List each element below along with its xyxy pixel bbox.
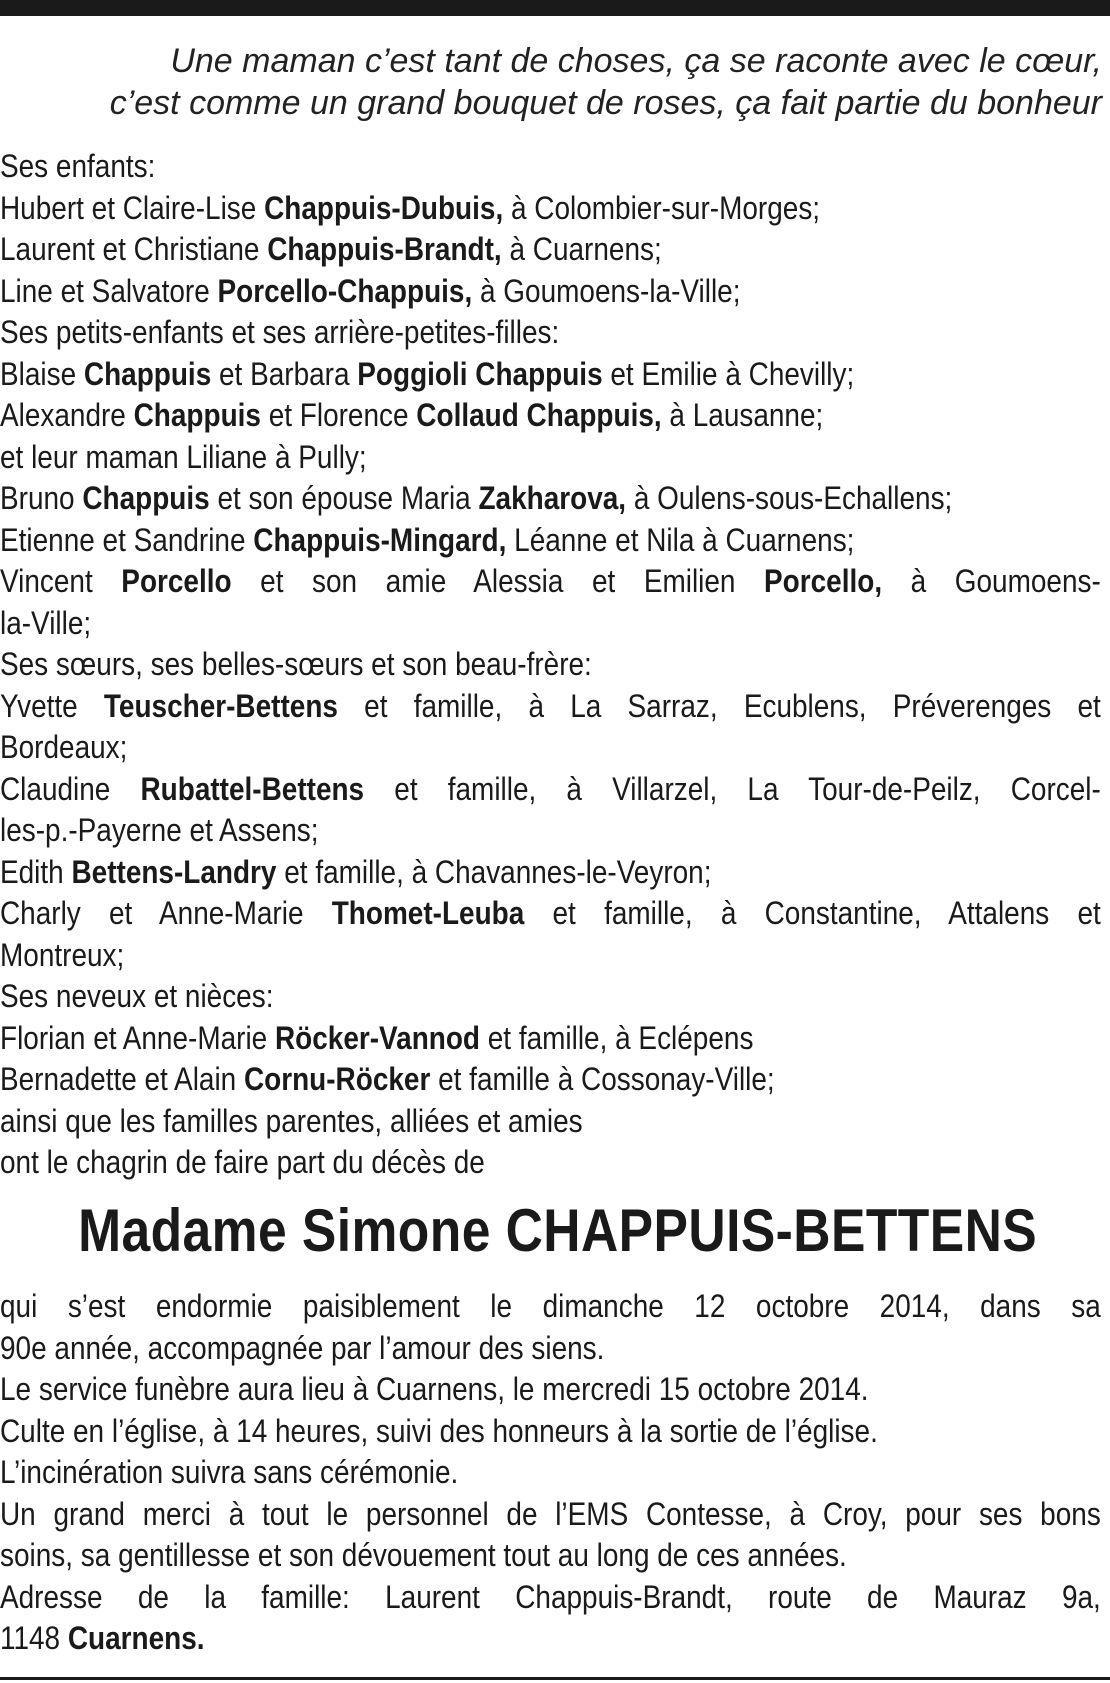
family-line: Charly et Anne-Marie Thomet-Leuba et famille, à Constantine, Attalens et (0, 895, 1101, 931)
closing-line: ont le chagrin de faire part du décès de (0, 1144, 485, 1180)
family-line: Laurent et Christiane Chappuis-Brandt, à Cuarnens; (0, 231, 662, 267)
service-details (0, 1286, 1101, 1660)
bottom-rule (0, 1677, 1110, 1680)
family-line: les-p.-Payerne et Assens; (0, 812, 319, 848)
family-line: Florian et Anne-Marie Röcker-Vannod et famille, à Eclépens (0, 1019, 754, 1056)
closing-line: ainsi que les familles parentes, alliées et amies (0, 1102, 583, 1139)
details-line: soins, sa gentillesse et son dévouement tout au long de ces années. (0, 1537, 847, 1573)
deceased-name: Madame Simone CHAPPUIS-BETTENS (78, 1197, 1038, 1264)
details-line: Un grand merci à tout le personnel de l’EMS Contesse, à Croy, pour ses bons (0, 1495, 1101, 1532)
siblings-heading: Ses sœurs, ses belles-sœurs et son beau-frère: (0, 646, 592, 682)
details-line: Culte en l’église, à 14 heures, suivi des honneurs à la sortie de l’église. (0, 1412, 878, 1449)
family-line: Line et Salvatore Porcello-Chappuis, à Goumoens-la-Ville; (0, 272, 741, 309)
family-line: Bruno Chappuis et son épouse Maria Zakharova, à Oulens-sous-Echallens; (0, 480, 953, 516)
family-line: Etienne et Sandrine Chappuis-Mingard, Léanne et Nila à Cuarnens; (0, 521, 855, 558)
family-line: la-Ville; (0, 604, 92, 641)
family-line: Yvette Teuscher-Bettens et famille, à La Sarraz, Ecublens, Préverenges et (0, 687, 1101, 724)
family-line: Blaise Chappuis et Barbara Poggioli Chappuis et Emilie à Chevilly; (0, 355, 855, 392)
family-line: Claudine Rubattel-Bettens et famille, à Villarzel, La Tour-de-Peilz, Corcel- (0, 770, 1101, 807)
children-heading: Ses enfants: (0, 148, 156, 184)
family-line: Alexandre Chappuis et Florence Collaud Chappuis, à Lausanne; (0, 397, 824, 433)
epigraph-quote (12, 40, 1102, 124)
quote-line-1: Une maman c’est tant de choses, ça se raconte avec le cœur, (170, 42, 1102, 80)
family-line: Montreux; (0, 936, 125, 973)
quote-line-2: c’est comme un grand bouquet de roses, ça fait partie du bonheur (109, 84, 1102, 122)
nephews-heading: Ses neveux et nièces: (0, 978, 274, 1014)
details-line: Le service funèbre aura lieu à Cuarnens, le mercredi 15 octobre 2014. (0, 1371, 869, 1407)
family-line: Vincent Porcello et son amie Alessia et Emilien Porcello, à Goumoens- (0, 563, 1101, 599)
family-line: Bordeaux; (0, 729, 128, 765)
family-list (0, 146, 1101, 1184)
top-rule (0, 0, 1110, 16)
family-line: Bernadette et Alain Cornu-Röcker et famille à Cossonay-Ville; (0, 1061, 775, 1097)
details-line: 1148 Cuarnens. (0, 1620, 205, 1656)
family-line: Edith Bettens-Landry et famille, à Chavannes-le-Veyron; (0, 853, 712, 890)
details-line: 90e année, accompagnée par l’amour des siens. (0, 1329, 605, 1366)
family-line: et leur maman Liliane à Pully; (0, 438, 367, 475)
details-line: Adresse de la famille: Laurent Chappuis-Brandt, route de Mauraz 9a, (0, 1578, 1101, 1615)
details-line: L’incinération suivra sans cérémonie. (0, 1454, 459, 1490)
grandchildren-heading: Ses petits-enfants et ses arrière-petites-filles: (0, 314, 560, 350)
family-line: Hubert et Claire-Lise Chappuis-Dubuis, à Colombier-sur-Morges; (0, 189, 821, 226)
details-line: qui s’est endormie paisiblement le dimanche 12 octobre 2014, dans sa (0, 1288, 1101, 1324)
